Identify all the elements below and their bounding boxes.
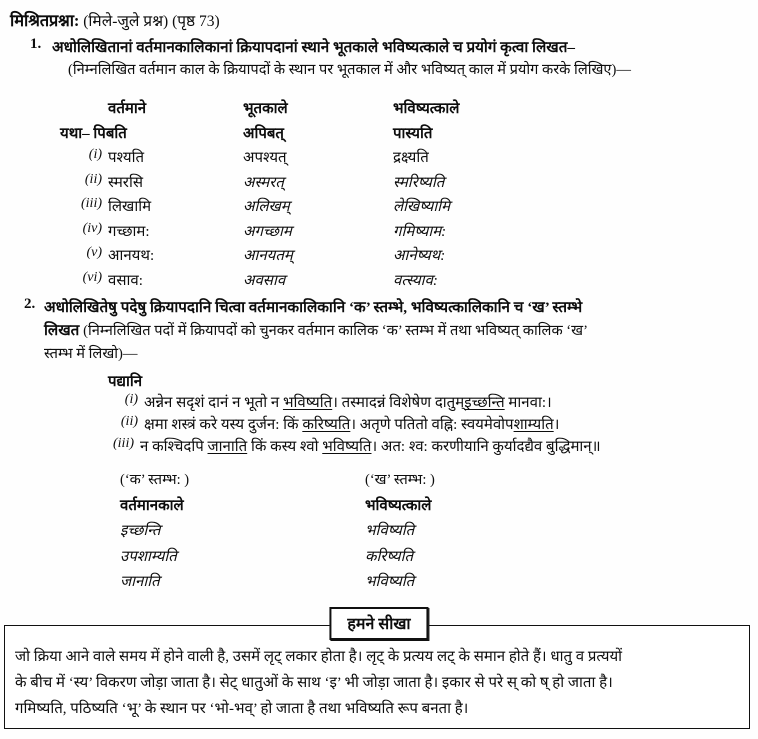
sentence-part: अन्नेन सदृशं दानं न भूतो न <box>144 395 283 411</box>
cell-present: इच्छन्ति <box>120 523 161 539</box>
sentence-text <box>144 392 552 412</box>
example-label: यथा– पिबति <box>60 125 127 142</box>
question-1-text <box>52 36 752 82</box>
column-header-past: भूतकाले <box>243 101 288 117</box>
question-2-hindi-line2: (निम्नलिखित पदों में क्रियापदों को चुनकर वर्तमान कालिक ‘क’ स्तम्भ में तथा भविष्यत् कालिक ‘ख’ <box>83 323 588 339</box>
cell-past: अलिखम् <box>243 199 290 215</box>
sentence-numeral: (ii) <box>120 414 138 429</box>
cell-past: अस्मरत् <box>243 174 284 191</box>
row-numeral: (v) <box>86 245 102 260</box>
question-2-sanskrit-verb: लिखत <box>44 322 80 339</box>
row-numeral: (iv) <box>82 220 102 236</box>
summary-line-2: के बीच में ‘स्य’ विकरण जोड़ा जाता है। सेट् धातुओं के साथ ‘इ’ भी जोड़ा जाता है। इकार से परे स् को ष् हो जाता है। <box>15 675 613 691</box>
cell-future: भविष्यति <box>365 523 415 539</box>
question-1-sanskrit: अधोलिखितानां वर्तमानकालिकानां क्रियापदानां स्थाने भूतकाले भविष्यत्काले च प्रयोगं कृत्वा लिखत– <box>52 39 575 56</box>
row-numeral: (ii) <box>84 171 102 187</box>
question-1-number: 1. <box>30 36 42 52</box>
padani-label: पद्यानि <box>108 374 143 390</box>
summary-box-title: हमने सीखा <box>329 607 428 640</box>
sentence-part: । <box>553 417 560 433</box>
example-past: अपिबत् <box>243 125 284 142</box>
row-numeral: (i) <box>88 147 102 162</box>
summary-box <box>4 625 750 729</box>
sentence-part: न कश्चिदपि <box>140 439 208 455</box>
summary-line-1: जो क्रिया आने वाले समय में होने वाली है, उसमें लृट् लकार होता है। लृट् के प्रत्यय लट् के समान होते हैं। धातु व प्रत्ययों <box>15 649 623 665</box>
cell-future: स्मरिष्यति <box>393 174 445 191</box>
caption-column-kha: (‘ख’ स्तम्भ: ) <box>365 472 435 488</box>
cell-future: वत्स्याव: <box>393 272 438 289</box>
cell-past: आनयतम् <box>243 248 293 264</box>
caption-column-ka: (‘क’ स्तम्भ: ) <box>120 472 190 488</box>
cell-present: पश्यति <box>108 150 145 166</box>
question-2-sanskrit-line1: अधोलिखितेषु पदेषु क्रियापदानि चित्वा वर्तमानकालिकानि ‘क’ स्तम्भे, भविष्यत्कालिकानि च ‘ख’ स्तम्भे <box>44 299 583 316</box>
underlined-verb: जानाति <box>207 439 248 455</box>
row-numeral: (vi) <box>82 269 102 285</box>
cell-future: द्रक्ष्यति <box>393 150 429 166</box>
summary-text <box>5 626 749 722</box>
sentence-numeral: (iii) <box>113 436 134 451</box>
row-numeral: (iii) <box>81 196 102 211</box>
example-future: पास्यति <box>393 125 433 142</box>
cell-future: करिष्यति <box>365 548 414 565</box>
column-header-present: वर्तमाने <box>108 101 147 117</box>
underlined-verb: करिष्यति <box>302 417 351 433</box>
cell-future: आनेष्यथ: <box>393 248 446 264</box>
underlined-verb: भविष्यति <box>282 395 333 411</box>
cell-present: लिखामि <box>108 199 152 215</box>
underlined-verb: शाम्यति <box>513 417 554 433</box>
sentence-part: क्षमा शस्त्रं करे यस्य दुर्जन: किं <box>144 417 303 433</box>
page-title-sanskrit: मिश्रितप्रश्ना: <box>10 11 80 30</box>
cell-past: अवसाव <box>243 272 286 289</box>
cell-present: वसाव: <box>108 272 143 289</box>
underlined-verb: इच्छन्ति <box>464 395 505 411</box>
sentence-part: । अत: श्व: करणीयानि कुर्यादद्यैव बुद्धिमान्॥ <box>371 439 601 455</box>
sentence-part: किं कस्य श्वो <box>247 439 323 455</box>
question-1-hindi: (निम्नलिखित वर्तमान काल के क्रियापदों के स्थान पर भूतकाल में और भविष्यत् काल में प्रयोग करके लिखिए)— <box>68 62 631 78</box>
cell-present: गच्छाम: <box>108 223 150 240</box>
sentence-numeral: (i) <box>124 392 138 407</box>
question-2-number: 2. <box>24 296 36 312</box>
page-title <box>10 8 220 31</box>
column-header-present: वर्तमानकाले <box>120 497 184 514</box>
question-2-text <box>44 296 754 366</box>
cell-present: उपशाम्यति <box>120 548 177 565</box>
sentence-part: । अतृणे पतितो वह्नि: स्वयमेवोप <box>350 417 514 433</box>
cell-past: अपश्यत् <box>243 150 287 166</box>
sentence-text <box>144 414 559 434</box>
summary-line-3: गमिष्यति, पठिष्यति ‘भू’ के स्थान पर ‘भो-भव्’ हो जाता है तथा भविष्यति रूप बनता है। <box>15 701 469 717</box>
cell-future: भविष्यति <box>365 574 415 590</box>
column-header-future: भविष्यत्काले <box>393 101 460 117</box>
sentence-part: मानवा:। <box>504 395 552 411</box>
column-header-future: भविष्यत्काले <box>365 497 432 514</box>
cell-future: लेखिष्यामि <box>393 199 451 215</box>
cell-past: अगच्छाम <box>243 223 292 240</box>
cell-present: जानाति <box>120 574 160 590</box>
page-title-translation: (मिले-जुले प्रश्न) (पृष्ठ 73) <box>83 13 220 30</box>
underlined-verb: भविष्यति <box>322 439 372 455</box>
cell-future: गमिष्याम: <box>393 223 447 240</box>
sentence-part: । तस्मादन्नं विशेषेण दातुम् <box>332 395 465 411</box>
sentence-text <box>140 436 601 456</box>
question-2-line2 <box>44 319 754 343</box>
question-2-hindi-line3: स्तम्भ में लिखो)— <box>44 346 138 362</box>
cell-present: स्मरसि <box>108 174 143 191</box>
cell-present: आनयथ: <box>108 248 155 264</box>
